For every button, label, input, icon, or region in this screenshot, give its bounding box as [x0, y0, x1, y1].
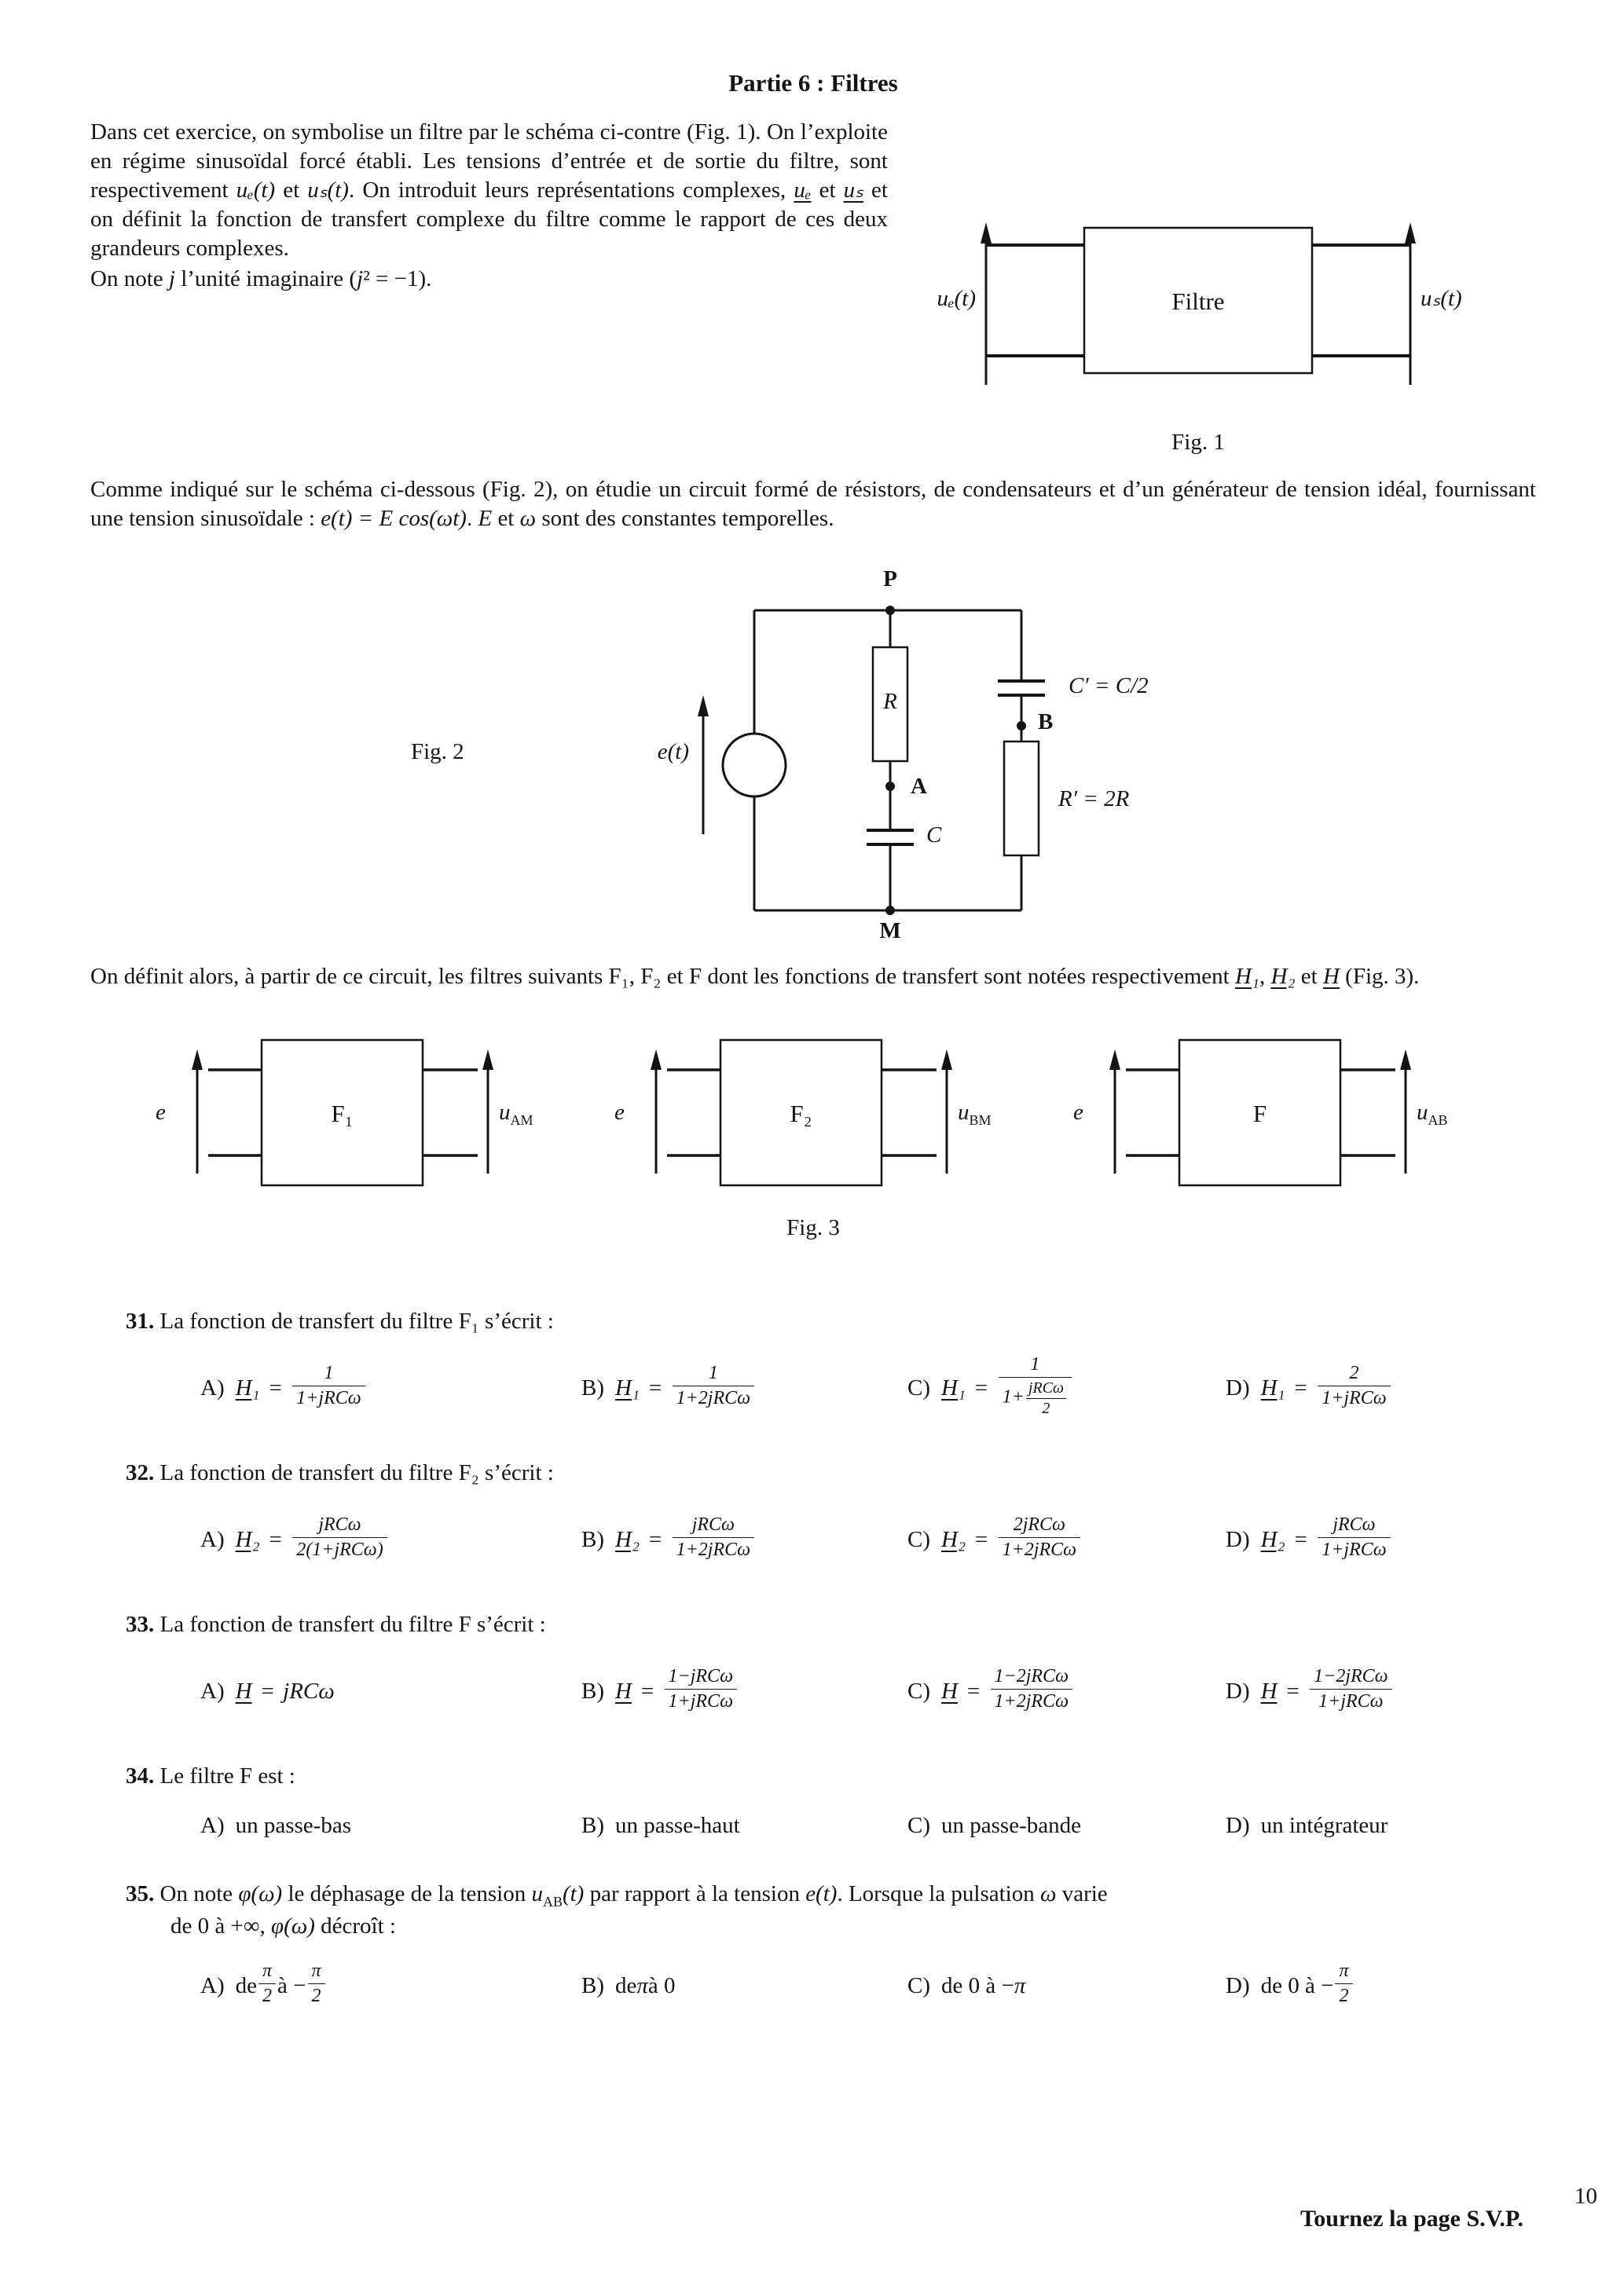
question-text: La fonction de transfert du filtre F₂ s’écrit :	[159, 1460, 554, 1486]
option-letter: B)	[581, 1375, 604, 1401]
intro-section	[90, 118, 1536, 467]
q32-option-d	[1226, 1514, 1536, 1563]
equals-sign: =	[647, 1375, 663, 1401]
circuit-diagram	[90, 555, 1536, 954]
q32-option-a	[200, 1514, 581, 1563]
fraction: $\frac{\text{1−2jRCω}}{\text{1+2jRCω}}$	[991, 1666, 1072, 1712]
phi-symbol: φ(ω)	[271, 1913, 315, 1939]
figure-1	[888, 118, 1536, 467]
option-letter: D)	[1226, 1812, 1250, 1838]
option-text: un passe-bas	[235, 1812, 351, 1838]
fig3-output-label: $u_{AB}$	[1417, 1100, 1448, 1128]
figure-2	[90, 555, 1536, 954]
phi-symbol: φ(ω)	[238, 1880, 283, 1906]
filter-F-diagram	[1069, 1032, 1517, 1193]
option-letter: B)	[581, 1678, 604, 1704]
ue-complex: uₑ	[794, 177, 812, 203]
q33-option-c	[907, 1668, 1226, 1715]
node-A-dot	[886, 782, 895, 790]
equals-sign: =	[267, 1526, 284, 1552]
uAB-symbol: $u_{AB}(t)$	[531, 1880, 585, 1910]
us-complex: uₛ	[843, 177, 863, 203]
equals-sign: =	[639, 1678, 655, 1704]
expression: jRCω	[283, 1678, 335, 1704]
equals-sign: =	[973, 1375, 989, 1401]
pi-symbol: π	[1014, 1972, 1026, 1998]
q33-option-a	[200, 1677, 581, 1706]
node-M-label: M	[879, 917, 901, 943]
equals-sign: =	[1285, 1678, 1301, 1704]
q34-option-a	[200, 1811, 581, 1840]
resistor-Rprime-label: R′ = 2R	[1058, 785, 1130, 811]
node-P-label: P	[883, 566, 897, 591]
option-letter: A)	[200, 1375, 225, 1401]
fig3-output-label: $u_{AM}$	[499, 1100, 533, 1128]
option-lhs: H₂	[235, 1526, 260, 1552]
option-lhs: H₁	[1260, 1375, 1285, 1401]
q34-option-d	[1226, 1811, 1536, 1840]
fig3-box-label: F	[1252, 1100, 1267, 1127]
option-lhs: H	[1260, 1678, 1278, 1704]
option-lhs: H₂	[941, 1526, 966, 1552]
fraction: $\frac{1}{\text{1+2jRCω}}$	[673, 1363, 754, 1409]
option-letter: A)	[200, 1812, 225, 1838]
fraction: $\frac{\text{1−jRCω}}{\text{1+jRCω}}$	[665, 1666, 737, 1712]
option-letter: A)	[200, 1526, 225, 1552]
q35-option-d: D) de 0 à − $\frac{\pi}{2}$	[1226, 1963, 1536, 2009]
fraction: $\frac{2}{\text{1+jRCω}}$	[1318, 1363, 1390, 1409]
ue-of-t: uₑ(t)	[236, 177, 276, 203]
fraction: $\frac{1}{\text{1+jRCω}}$	[292, 1363, 365, 1409]
circuit-intro-paragraph: Comme indiqué sur le schéma ci-dessous (Fig. 2), on étudie un circuit formé de résistors, de condensateurs et d’un générateur de tension idéal, fournissant une tension sinusoïdale : e(t) = E cos(ωt). E et ω sont des constantes temporelles.	[90, 476, 1536, 531]
equals-sign: =	[1292, 1375, 1309, 1401]
figure-3	[90, 1032, 1536, 1193]
q32-option-b	[581, 1514, 907, 1563]
option-letter: C)	[907, 1678, 930, 1704]
q35-option-c: C) de 0 à − π	[907, 1972, 1226, 2001]
filter-F2-diagram	[610, 1032, 1058, 1193]
question-33	[90, 1610, 1536, 1726]
arrowhead-icon	[1109, 1049, 1120, 1070]
question-number: 33.	[126, 1612, 155, 1638]
fig3-box-label: F₂	[790, 1100, 812, 1127]
fraction: $\frac{\text{1−2jRCω}}{\text{1+jRCω}}$	[1310, 1666, 1391, 1712]
H-symbol: H	[1322, 963, 1340, 989]
arrowhead-icon	[482, 1049, 493, 1070]
arrowhead-icon	[192, 1049, 203, 1070]
option-letter: C)	[907, 1526, 930, 1552]
q31-option-b	[581, 1362, 907, 1412]
node-P-dot	[886, 606, 895, 614]
resistor-Rprime	[1004, 742, 1039, 855]
fig1-input-label: uₑ(t)	[937, 285, 976, 311]
fig2-caption: Fig. 2	[411, 738, 464, 764]
questions-section	[90, 1307, 1536, 2013]
q31-option-a	[200, 1362, 581, 1412]
question-31	[90, 1307, 1536, 1423]
equals-sign: =	[647, 1526, 663, 1552]
equals-sign: =	[267, 1375, 284, 1401]
option-letter: C)	[907, 1812, 930, 1838]
option-letter: D)	[1226, 1526, 1250, 1552]
source-label: e(t)	[657, 738, 689, 764]
option-letter: D)	[1226, 1375, 1250, 1401]
option-lhs: H	[941, 1678, 958, 1704]
q33-option-d	[1226, 1668, 1536, 1715]
q31-option-c	[907, 1354, 1226, 1419]
option-text: un passe-haut	[615, 1812, 740, 1838]
filters-definition-paragraph: On définit alors, à partir de ce circuit, les filtres suivants F₁, F₂ et F dont les fonctions de transfert sont notées respectivement H₁, H₂ et H (Fig. 3).	[90, 963, 1420, 989]
capacitor-C-label: C	[926, 822, 942, 848]
node-M-dot	[886, 906, 895, 914]
arrowhead-icon	[1405, 222, 1416, 244]
fig3-input-label: e	[156, 1100, 166, 1125]
arrowhead-icon	[698, 695, 709, 716]
option-letter: D)	[1226, 1678, 1250, 1704]
option-lhs: H	[235, 1678, 252, 1704]
node-A-label: A	[911, 773, 927, 799]
equals-sign: =	[259, 1678, 276, 1704]
fig1-caption: Fig. 1	[1171, 429, 1225, 455]
node-B-dot	[1017, 721, 1026, 730]
resistor-R-label: R	[883, 688, 897, 714]
question-text: La fonction de transfert du filtre F s’écrit :	[159, 1612, 546, 1638]
voltage-source	[723, 734, 786, 796]
H1-symbol: H₁	[1234, 963, 1259, 989]
nested-fraction: $\frac{\text{jRCω}}{2}$	[1026, 1379, 1066, 1417]
capacitor-Cprime-label: C′ = C/2	[1069, 672, 1149, 698]
question-35: 35. On note φ(ω) le déphasage de la tension $u_{AB}(t)$ par rapport à la tension e(t). Lorsque la pulsation ω varie de 0 à +∞, φ(ω) décroît : A) de $\frac{\pi}{2}$ à − $\frac{\pi}{2}$ B) de π à 0 C) de 0 à − π D) de 0 à − $\frac{\pi}{2}$	[90, 1880, 1536, 2014]
question-number: 31.	[126, 1309, 155, 1335]
equals-sign: =	[973, 1526, 989, 1552]
option-lhs: H₁	[941, 1375, 966, 1401]
fig3-input-label: e	[614, 1100, 625, 1125]
option-lhs: H₂	[1260, 1526, 1285, 1552]
fraction: $\frac{\text{jRCω}}{\text{2(1+jRCω)}}$	[292, 1514, 387, 1561]
option-letter: C)	[907, 1375, 930, 1401]
equals-sign: =	[1292, 1526, 1309, 1552]
question-number: 35.	[126, 1880, 155, 1906]
q34-option-c	[907, 1811, 1226, 1840]
q34-option-b	[581, 1811, 907, 1840]
fig3-input-label: e	[1073, 1100, 1083, 1125]
option-letter: C)	[907, 1972, 930, 1998]
option-letter: D)	[1226, 1972, 1250, 1998]
option-lhs: H	[615, 1678, 632, 1704]
question-number: 32.	[126, 1460, 155, 1486]
question-text: La fonction de transfert du filtre F₁ s’écrit :	[159, 1309, 554, 1335]
page-number: 10	[1575, 2184, 1597, 2209]
node-B-label: B	[1038, 709, 1054, 734]
intro-text: Dans cet exercice, on symbolise un filtre par le schéma ci-contre (Fig. 1). On l’exploite en régime sinusoïdal forcé établi. Les tensions d’entrée et de sortie du filtre, sont respectivement uₑ(t) et uₛ(t). On introduit leurs représentations complexes, uₑ et uₛ et on définit la fonction de transfert complexe du filtre comme le rapport de ces deux grandeurs complexes.	[90, 119, 888, 262]
fraction: 1 1+ $\frac{\text{jRCω}}{2}$	[999, 1354, 1072, 1417]
option-letter: B)	[581, 1526, 604, 1552]
option-letter: A)	[200, 1678, 225, 1704]
option-letter: A)	[200, 1972, 225, 1998]
footer-instruction: Tournez la page S.V.P.	[1300, 2206, 1523, 2232]
question-text: Le filtre F est :	[159, 1763, 295, 1789]
fig1-box-label: Filtre	[1171, 287, 1225, 315]
us-of-t: uₛ(t)	[307, 177, 349, 203]
H2-symbol: H₂	[1270, 963, 1296, 989]
arrowhead-icon	[981, 222, 992, 244]
equals-sign: =	[965, 1678, 981, 1704]
fig3-caption: Fig. 3	[786, 1215, 840, 1240]
q31-option-d	[1226, 1362, 1536, 1412]
option-text: un passe-bande	[941, 1812, 1081, 1838]
option-lhs: H₁	[615, 1375, 640, 1401]
question-number: 34.	[126, 1763, 155, 1789]
q33-option-b	[581, 1668, 907, 1715]
imaginary-unit-note: On note j l’unité imaginaire (j² = −1).	[90, 266, 432, 292]
fraction: $\frac{\pi}{2}$	[308, 1961, 325, 2007]
filter-F1-diagram	[152, 1032, 599, 1193]
fraction: $\frac{\text{jRCω}}{\text{1+2jRCω}}$	[673, 1514, 754, 1561]
option-letter: B)	[581, 1812, 604, 1838]
option-lhs: H₂	[615, 1526, 640, 1552]
question-34	[90, 1762, 1536, 1843]
question-32	[90, 1459, 1536, 1574]
fig3-box-label: F₁	[331, 1100, 354, 1127]
fraction: $\frac{\text{jRCω}}{\text{1+jRCω}}$	[1318, 1514, 1390, 1561]
fig3-output-label: $u_{BM}$	[958, 1100, 992, 1128]
q35-option-a: A) de $\frac{\pi}{2}$ à − $\frac{\pi}{2}$	[200, 1963, 581, 2009]
arrowhead-icon	[651, 1049, 662, 1070]
option-letter: B)	[581, 1972, 604, 1998]
q35-option-b: B) de π à 0	[581, 1972, 907, 2001]
fig1-output-label: uₛ(t)	[1421, 285, 1462, 311]
page-title: Partie 6 : Filtres	[728, 69, 898, 97]
option-text: un intégrateur	[1260, 1812, 1388, 1838]
arrowhead-icon	[1400, 1049, 1411, 1070]
option-lhs: H₁	[235, 1375, 260, 1401]
intro-paragraph	[90, 118, 888, 467]
pi-symbol: π	[636, 1972, 648, 1998]
fraction: $\frac{\pi}{2}$	[258, 1961, 276, 2007]
source-equation: e(t) = E cos(ωt)	[321, 505, 467, 531]
arrowhead-icon	[941, 1049, 952, 1070]
q32-option-c	[907, 1514, 1226, 1563]
fraction: $\frac{\text{2jRCω}}{\text{1+2jRCω}}$	[999, 1514, 1080, 1561]
fraction: $\frac{\pi}{2}$	[1335, 1961, 1352, 2007]
